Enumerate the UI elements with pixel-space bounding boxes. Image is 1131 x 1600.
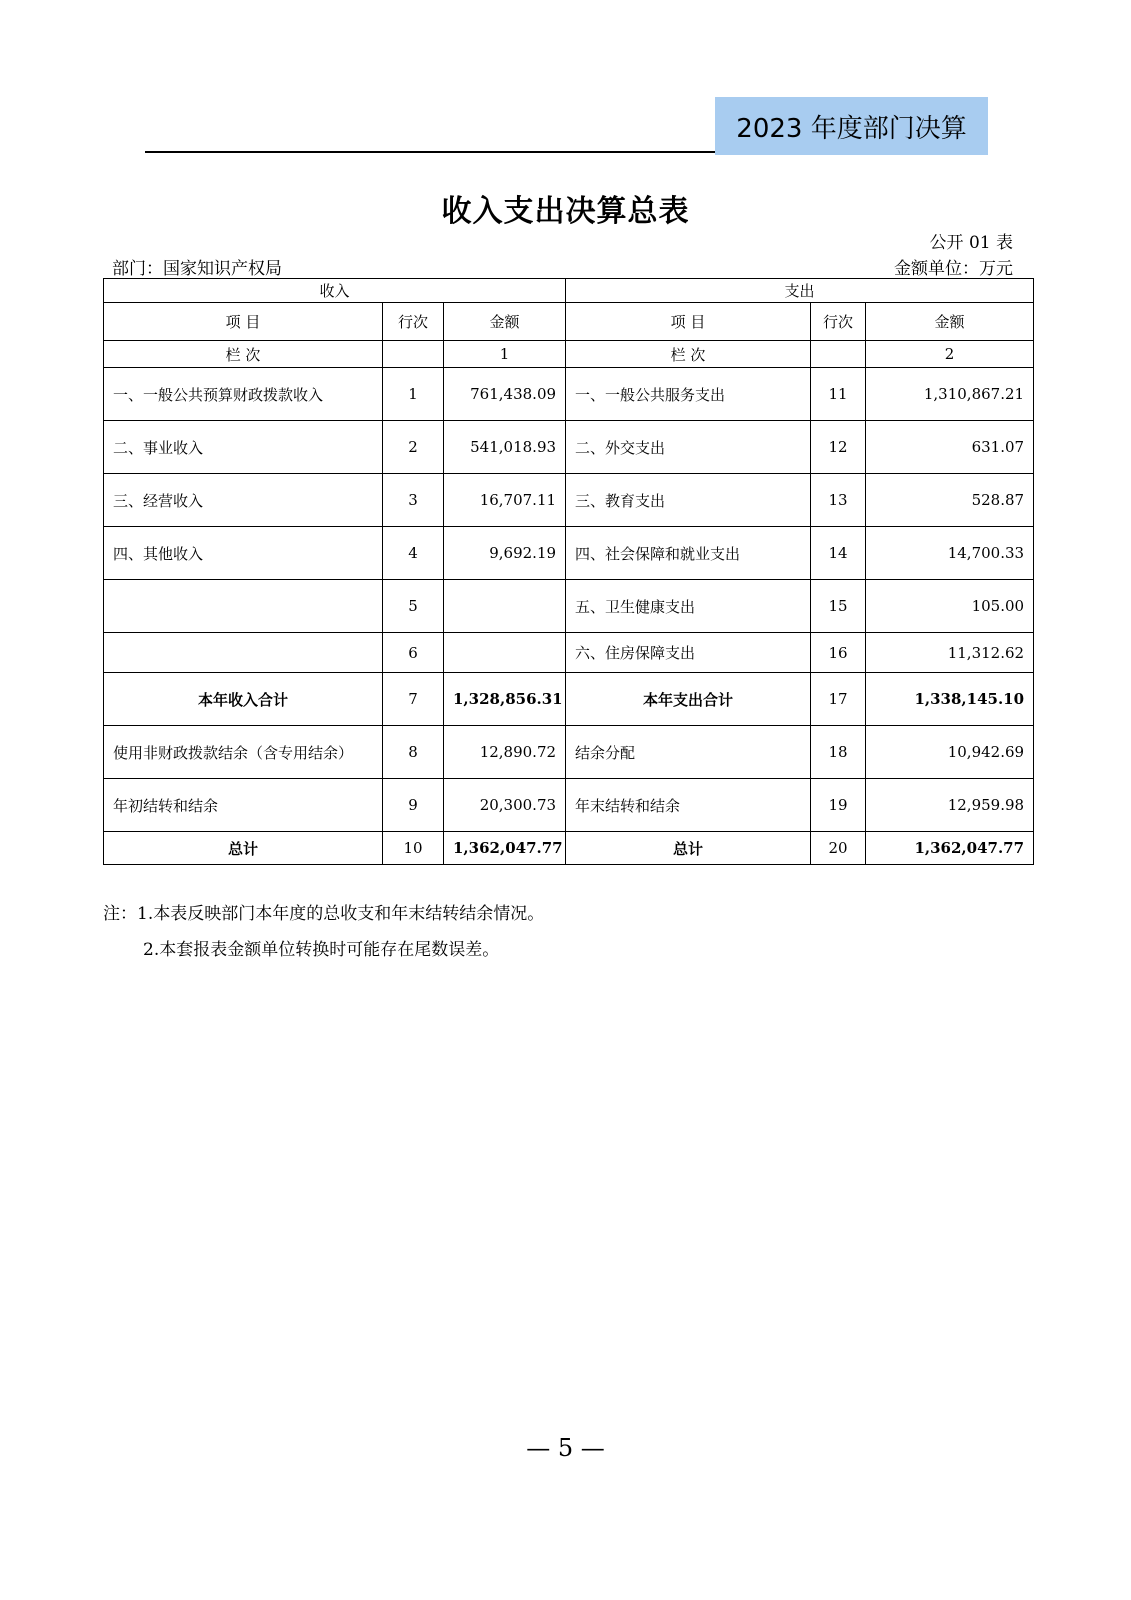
table-row xyxy=(104,421,1034,474)
expense-row-no: 20 xyxy=(811,832,866,865)
income-item: 三、经营收入 xyxy=(104,474,383,527)
subtotal-row xyxy=(104,673,1034,726)
expense-item: 三、教育支出 xyxy=(566,474,811,527)
income-row-no: 6 xyxy=(383,633,444,673)
income-amount: 20,300.73 xyxy=(444,779,566,832)
expense-item: 一、一般公共服务支出 xyxy=(566,368,811,421)
expense-col-label: 栏 次 xyxy=(566,341,811,368)
column-header-row xyxy=(104,303,1034,341)
expense-row-no: 16 xyxy=(811,633,866,673)
income-item-header: 项 目 xyxy=(104,303,383,341)
table-row xyxy=(104,726,1034,779)
table-row xyxy=(104,580,1034,633)
expense-row-no: 11 xyxy=(811,368,866,421)
note-2: 2.本套报表金额单位转换时可能存在尾数误差。 xyxy=(143,940,500,960)
income-expense-table xyxy=(103,278,1034,865)
income-row-no: 5 xyxy=(383,580,444,633)
expense-total-amount: 1,362,047.77 xyxy=(866,832,1034,865)
year-badge: 2023 年度部门决算 xyxy=(715,97,988,155)
expense-amount: 631.07 xyxy=(866,421,1034,474)
expense-subtotal-label: 本年支出合计 xyxy=(566,673,811,726)
income-item xyxy=(104,633,383,673)
income-row-header: 行次 xyxy=(383,303,444,341)
section-header-row xyxy=(104,279,1034,303)
income-row-no: 9 xyxy=(383,779,444,832)
expense-subtotal-amount: 1,338,145.10 xyxy=(866,673,1034,726)
income-row-no: 1 xyxy=(383,368,444,421)
header-rule xyxy=(145,151,715,153)
department-label: 部门：国家知识产权局 xyxy=(112,259,282,279)
expense-amount: 1,310,867.21 xyxy=(866,368,1034,421)
income-item: 一、一般公共预算财政拨款收入 xyxy=(104,368,383,421)
income-row-no: 3 xyxy=(383,474,444,527)
income-amount: 16,707.11 xyxy=(444,474,566,527)
expense-row-no: 12 xyxy=(811,421,866,474)
expense-amount: 105.00 xyxy=(866,580,1034,633)
income-subtotal-label: 本年收入合计 xyxy=(104,673,383,726)
expense-row-no: 15 xyxy=(811,580,866,633)
income-amount-header: 金额 xyxy=(444,303,566,341)
expense-amount: 14,700.33 xyxy=(866,527,1034,580)
table-row xyxy=(104,779,1034,832)
income-amount xyxy=(444,633,566,673)
unit-label: 金额单位：万元 xyxy=(894,259,1013,279)
income-item: 年初结转和结余 xyxy=(104,779,383,832)
expense-row-header: 行次 xyxy=(811,303,866,341)
income-item xyxy=(104,580,383,633)
income-total-label: 总计 xyxy=(104,832,383,865)
income-amount: 541,018.93 xyxy=(444,421,566,474)
total-row xyxy=(104,832,1034,865)
expense-item-header: 项 目 xyxy=(566,303,811,341)
income-item: 使用非财政拨款结余（含专用结余） xyxy=(104,726,383,779)
note-1: 注：1.本表反映部门本年度的总收支和年末结转结余情况。 xyxy=(103,904,545,924)
expense-item: 四、社会保障和就业支出 xyxy=(566,527,811,580)
income-item: 四、其他收入 xyxy=(104,527,383,580)
table-row xyxy=(104,368,1034,421)
table-row xyxy=(104,527,1034,580)
column-number-row xyxy=(104,341,1034,368)
expense-col-no: 2 xyxy=(866,341,1034,368)
expense-row-no: 14 xyxy=(811,527,866,580)
expense-row-no: 17 xyxy=(811,673,866,726)
page-number: — 5 — xyxy=(526,1434,605,1462)
expense-row-no: 19 xyxy=(811,779,866,832)
income-row-no: 7 xyxy=(383,673,444,726)
table-row xyxy=(104,633,1034,673)
expense-total-label: 总计 xyxy=(566,832,811,865)
expense-item: 年末结转和结余 xyxy=(566,779,811,832)
income-row-no: 4 xyxy=(383,527,444,580)
income-total-amount: 1,362,047.77 xyxy=(444,832,566,865)
expense-amount: 11,312.62 xyxy=(866,633,1034,673)
income-row-no: 2 xyxy=(383,421,444,474)
income-amount: 12,890.72 xyxy=(444,726,566,779)
income-col-label: 栏 次 xyxy=(104,341,383,368)
income-col-no: 1 xyxy=(444,341,566,368)
form-id: 公开 01 表 xyxy=(929,233,1013,253)
income-subtotal-amount: 1,328,856.31 xyxy=(444,673,566,726)
income-row-no: 10 xyxy=(383,832,444,865)
expense-row-no: 18 xyxy=(811,726,866,779)
expense-section-header: 支出 xyxy=(566,279,1034,303)
expense-row-no: 13 xyxy=(811,474,866,527)
income-item: 二、事业收入 xyxy=(104,421,383,474)
table-row xyxy=(104,474,1034,527)
income-amount: 761,438.09 xyxy=(444,368,566,421)
page-title: 收入支出决算总表 xyxy=(441,194,690,229)
expense-item: 二、外交支出 xyxy=(566,421,811,474)
expense-amount: 12,959.98 xyxy=(866,779,1034,832)
expense-item: 结余分配 xyxy=(566,726,811,779)
income-amount xyxy=(444,580,566,633)
expense-item: 五、卫生健康支出 xyxy=(566,580,811,633)
expense-amount: 10,942.69 xyxy=(866,726,1034,779)
income-section-header: 收入 xyxy=(104,279,566,303)
expense-amount: 528.87 xyxy=(866,474,1034,527)
income-row-no: 8 xyxy=(383,726,444,779)
expense-item: 六、住房保障支出 xyxy=(566,633,811,673)
expense-amount-header: 金额 xyxy=(866,303,1034,341)
income-amount: 9,692.19 xyxy=(444,527,566,580)
